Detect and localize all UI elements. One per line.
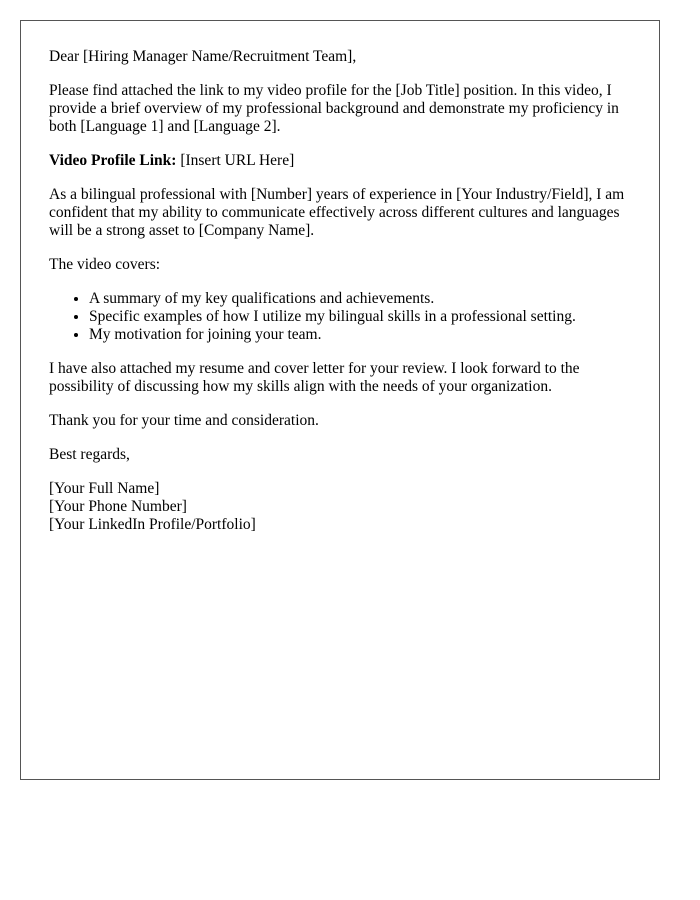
signature-phone: [Your Phone Number] [49, 498, 187, 515]
video-link-line [49, 152, 631, 170]
signature-name: [Your Full Name] [49, 480, 160, 497]
list-item: • A summary of my key qualifications and achievements. [89, 290, 631, 308]
thanks-paragraph: Thank you for your time and consideration. [49, 412, 319, 429]
letter-page [20, 20, 660, 780]
greeting: Dear [Hiring Manager Name/Recruitment Team], [49, 48, 357, 65]
video-link-label: Video Profile Link: [49, 152, 177, 169]
video-link-value: [Insert URL Here] [180, 152, 295, 169]
attachments-paragraph: I have also attached my resume and cover letter for your review. I look forward to the possibility of discussing how my skills align with the needs of your organization. [49, 360, 580, 395]
intro-paragraph: Please find attached the link to my video profile for the [Job Title] position. In this video, I provide a brief overview of my professional background and demonstrate my proficiency in both [Language 1] and [Language 2]. [49, 82, 619, 135]
signature-profile: [Your LinkedIn Profile/Portfolio] [49, 516, 256, 533]
experience-paragraph: As a bilingual professional with [Number] years of experience in [Your Industry/Field], I am confident that my ability to communicate effectively across different cultures and languages will be a strong asset to [Company Name]. [49, 186, 625, 239]
closing: Best regards, [49, 446, 130, 463]
signature-block [49, 480, 631, 534]
covers-intro: The video covers: [49, 256, 161, 273]
list-item: • My motivation for joining your team. [89, 326, 631, 344]
covers-list [49, 290, 631, 344]
list-item: • Specific examples of how I utilize my bilingual skills in a professional setting. [89, 308, 631, 326]
